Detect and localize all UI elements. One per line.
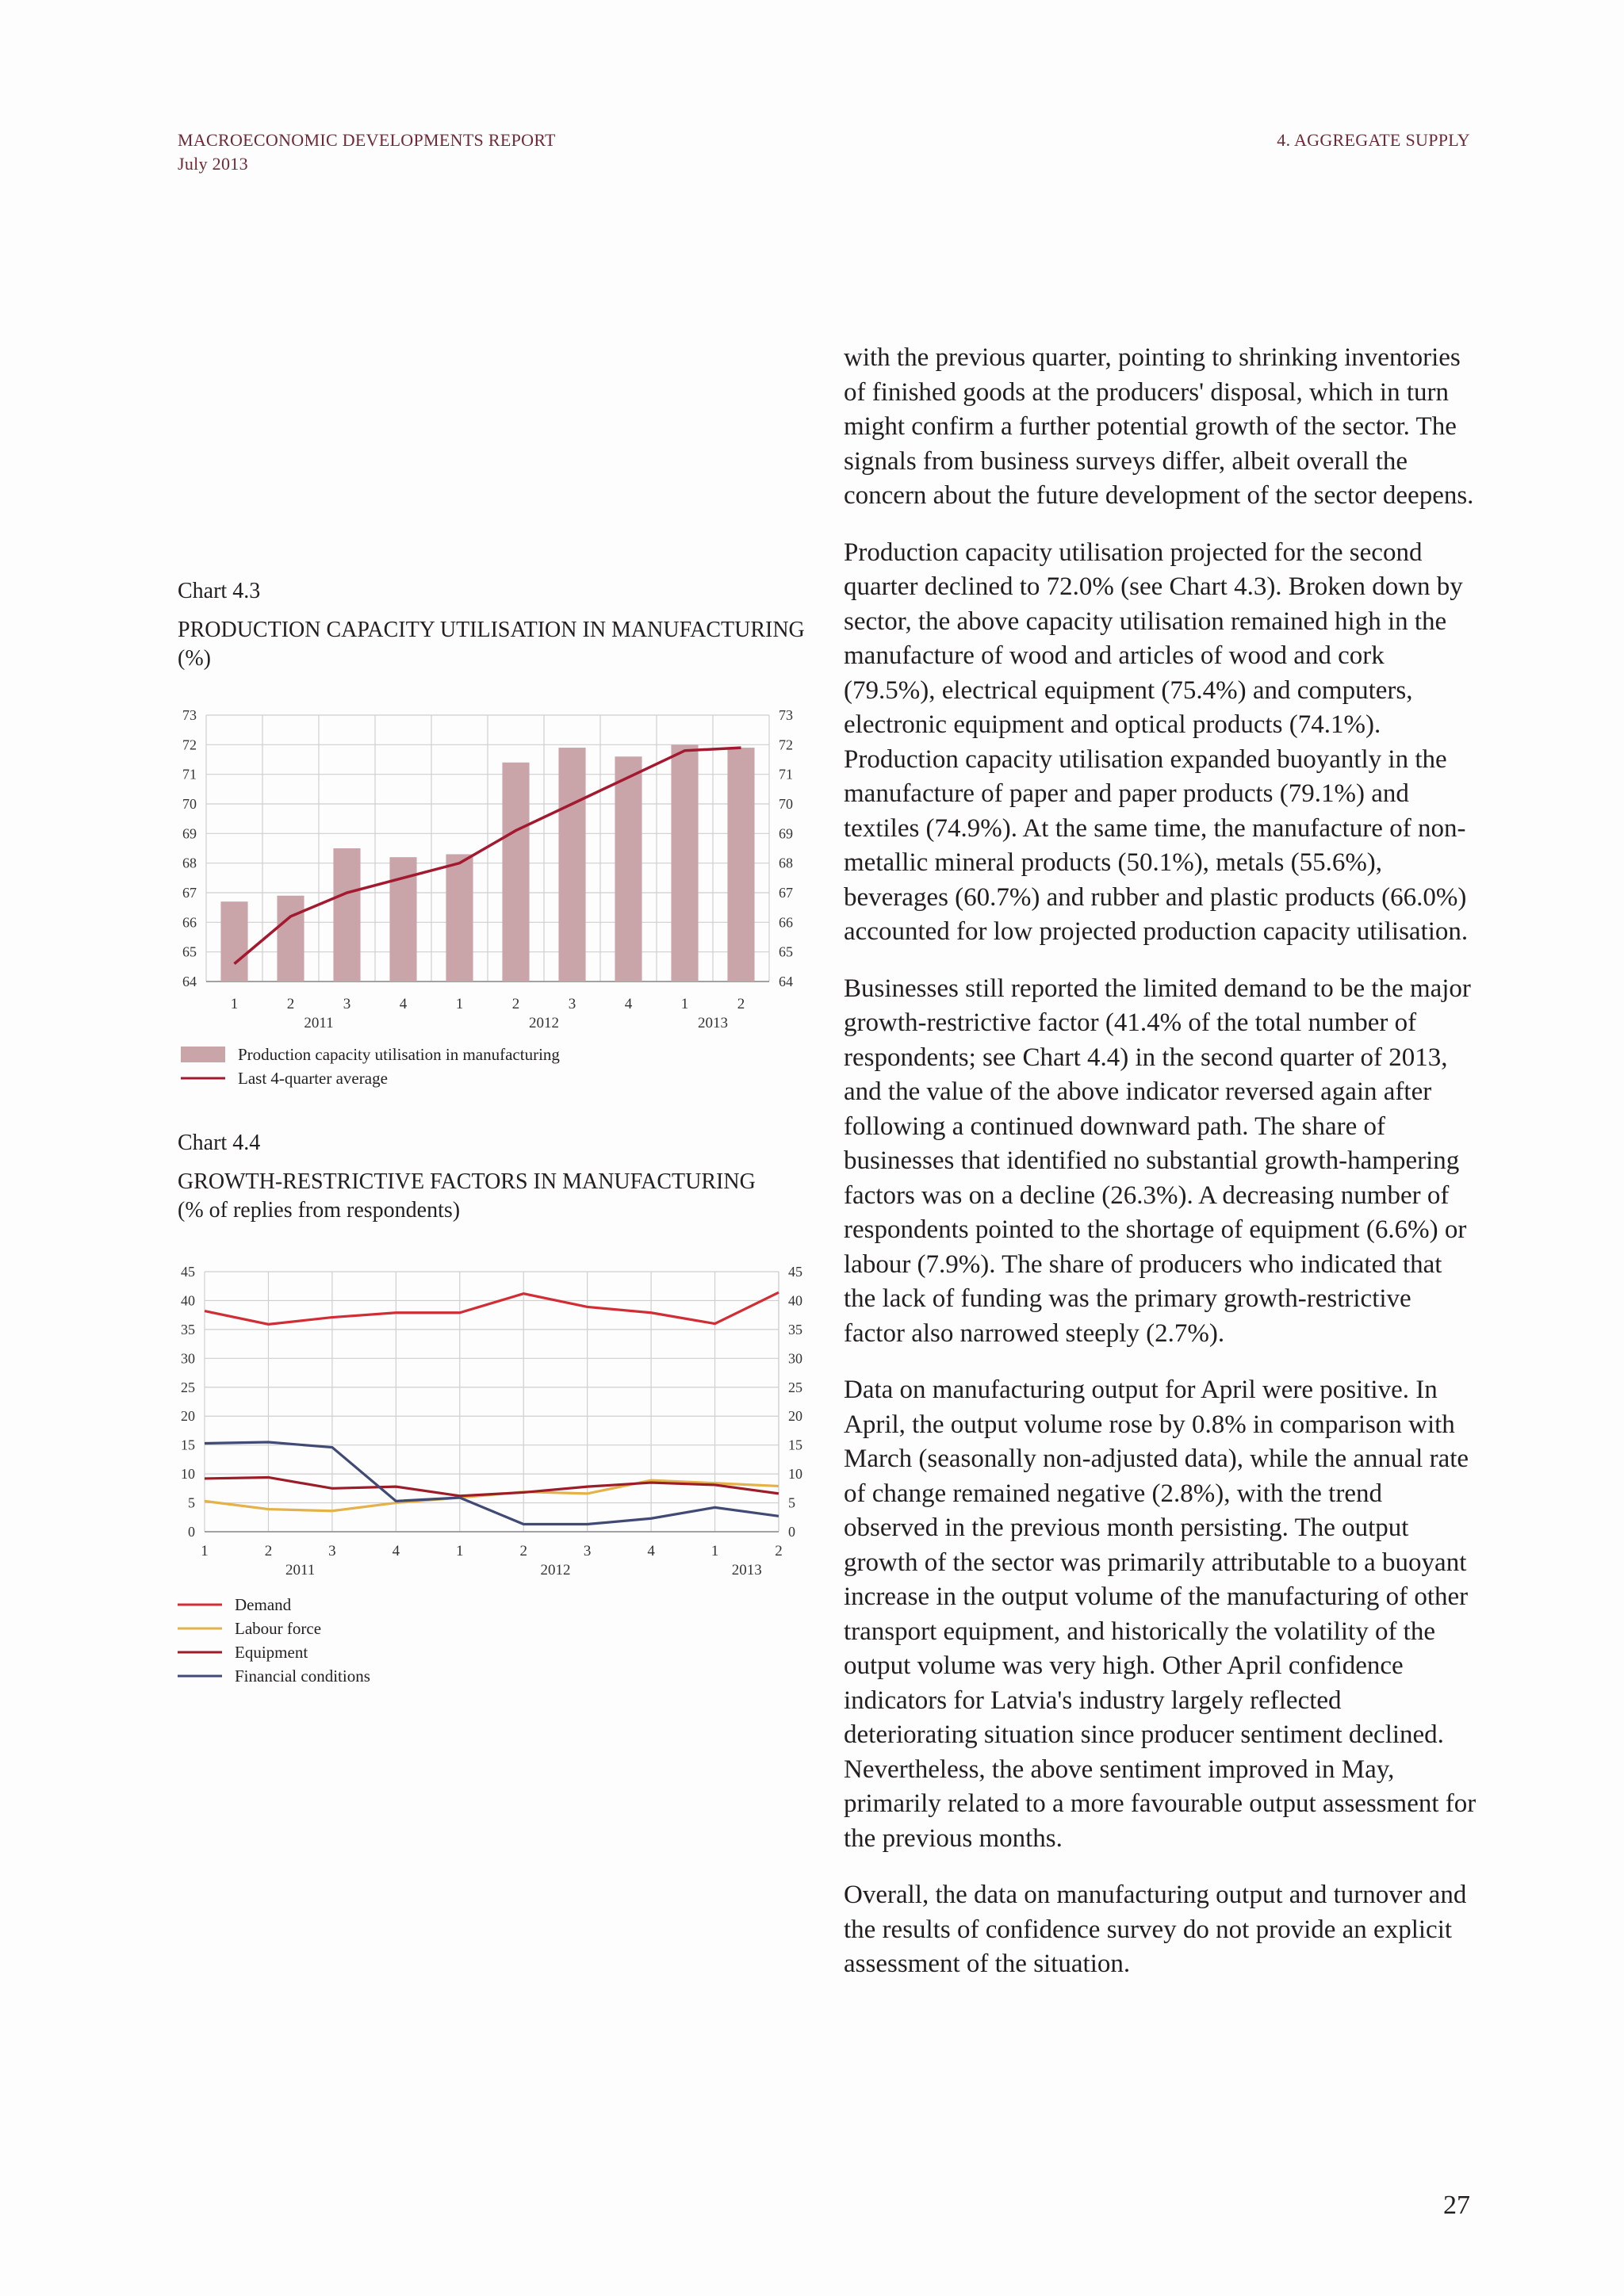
y-tick-label-right: 25 — [788, 1379, 802, 1395]
y-tick-label-right: 40 — [788, 1292, 802, 1309]
y-tick-label-right: 66 — [779, 914, 793, 931]
x-tick-label: 1 — [456, 1543, 464, 1559]
x-tick-label: 1 — [201, 1543, 209, 1559]
x-year-label: 2012 — [540, 1562, 571, 1578]
y-tick-label-left: 65 — [182, 943, 197, 960]
x-tick-label: 1 — [455, 996, 464, 1012]
chart-4-3-block — [178, 577, 812, 673]
chart-number: Chart 4.3 — [178, 579, 261, 603]
legend-label: Labour force — [235, 1619, 322, 1638]
bar — [502, 763, 529, 982]
chart-unit: (%) — [178, 646, 211, 671]
y-tick-label-right: 35 — [788, 1321, 802, 1337]
y-tick-label-right: 72 — [779, 737, 793, 753]
bar — [333, 848, 360, 982]
x-tick-label: 2 — [737, 996, 745, 1012]
x-year-label: 2011 — [304, 1015, 334, 1031]
bar — [727, 748, 754, 982]
y-tick-label-right: 68 — [779, 855, 793, 871]
bar — [558, 748, 585, 982]
y-tick-label-left: 20 — [181, 1408, 195, 1425]
legend-label: Financial conditions — [235, 1667, 370, 1682]
y-tick-label-left: 73 — [182, 707, 197, 723]
page-number: 27 — [1443, 2191, 1470, 2220]
y-tick-label-left: 15 — [181, 1437, 195, 1453]
y-tick-label-left: 69 — [182, 825, 197, 842]
x-tick-label: 2 — [286, 996, 295, 1012]
x-tick-label: 2 — [511, 996, 520, 1012]
y-tick-label-left: 64 — [182, 974, 197, 989]
paragraph: Overall, the data on manufacturing output and turnover and the results of confidence survey do not provide an explicit assessment of the situation. — [844, 1881, 1467, 1978]
x-year-label: 2011 — [285, 1562, 316, 1578]
y-tick-label-right: 15 — [788, 1437, 802, 1453]
chart-4-4 — [167, 1254, 825, 1682]
legend-label: Demand — [235, 1595, 292, 1614]
x-tick-label: 3 — [583, 1543, 592, 1559]
x-tick-label: 3 — [328, 1543, 336, 1559]
x-tick-label: 4 — [399, 996, 408, 1012]
legend-label: Production capacity utilisation in manufacturing — [238, 1045, 560, 1064]
y-tick-label-left: 70 — [182, 796, 197, 812]
header-left — [178, 128, 556, 176]
y-tick-label-left: 72 — [182, 737, 197, 753]
y-tick-label-right: 10 — [788, 1466, 802, 1483]
y-tick-label-left: 25 — [181, 1379, 195, 1395]
y-tick-label-left: 66 — [182, 914, 197, 931]
x-tick-label: 1 — [680, 996, 689, 1012]
y-tick-label-right: 45 — [788, 1264, 802, 1280]
x-tick-label: 3 — [568, 996, 576, 1012]
report-date: July 2013 — [178, 154, 248, 174]
y-tick-label-left: 30 — [181, 1350, 195, 1367]
x-tick-label: 4 — [392, 1543, 400, 1559]
x-year-label: 2012 — [529, 1015, 559, 1031]
y-tick-label-right: 65 — [779, 943, 793, 960]
x-tick-label: 2 — [519, 1543, 527, 1559]
section-title: 4. AGGREGATE SUPPLY — [1277, 130, 1470, 150]
x-tick-label: 2 — [264, 1543, 273, 1559]
paragraph: Data on manufacturing output for April were positive. In April, the output volume rose by 0.8% in comparison with March (seasonally non-adjusted data), while the annual rate of change remained negative (2.8%), with the trend observed in the previous month persisting. The output growth of the sector was primarily attributable to a buoyant increase in the output volume of the manufacturing of other transport equipment, and historically the volatility of the output volume was very high. Other April confidence indicators for Latvia's industry largely reflected deteriorating situation since producer sentiment declined. Nevertheless, the above sentiment improved in May, primarily related to a more favourable output assessment for the previous months. — [844, 1376, 1477, 1853]
y-tick-label-right: 20 — [788, 1408, 802, 1425]
chart-title: PRODUCTION CAPACITY UTILISATION IN MANUFACTURING — [178, 618, 805, 642]
x-tick-label: 2 — [775, 1543, 783, 1559]
paragraph: with the previous quarter, pointing to shrinking inventories of finished goods at the producers' disposal, which in turn might confirm a further potential growth of the sector. The signals from business surveys differ, albeit overall the concern about the future development of the sector deepens. — [844, 343, 1474, 510]
y-tick-label-right: 73 — [779, 707, 793, 723]
y-tick-label-left: 45 — [181, 1264, 195, 1280]
x-tick-label: 1 — [710, 1543, 719, 1559]
y-tick-label-right: 0 — [788, 1524, 795, 1540]
legend-label: Equipment — [235, 1643, 308, 1662]
series-line-demand — [205, 1292, 779, 1324]
x-tick-label: 4 — [624, 996, 633, 1012]
y-tick-label-left: 10 — [181, 1466, 195, 1483]
legend-label: Last 4-quarter average — [238, 1069, 388, 1088]
report-title: MACROECONOMIC DEVELOPMENTS REPORT — [178, 130, 556, 150]
y-tick-label-left: 5 — [188, 1494, 195, 1511]
chart-4-4-block — [178, 1129, 812, 1225]
y-tick-label-left: 68 — [182, 855, 197, 871]
bar — [446, 854, 473, 982]
bar — [277, 896, 304, 982]
series-line-equipment — [205, 1477, 779, 1495]
bar — [615, 756, 642, 982]
bar — [220, 901, 247, 982]
x-tick-label: 3 — [343, 996, 351, 1012]
y-tick-label-right: 5 — [788, 1494, 795, 1511]
body-text — [844, 341, 1478, 2004]
x-tick-label: 4 — [647, 1543, 655, 1559]
x-year-label: 2013 — [698, 1015, 728, 1031]
x-year-label: 2013 — [731, 1562, 762, 1578]
y-tick-label-right: 69 — [779, 825, 793, 842]
legend-swatch-bar — [181, 1047, 225, 1062]
y-tick-label-right: 30 — [788, 1350, 802, 1367]
chart-4-3 — [167, 698, 825, 1094]
y-tick-label-left: 67 — [182, 885, 197, 901]
x-tick-label: 1 — [230, 996, 239, 1012]
y-tick-label-right: 71 — [779, 766, 793, 783]
y-tick-label-left: 0 — [188, 1524, 195, 1540]
y-tick-label-left: 40 — [181, 1292, 195, 1309]
chart-unit: (% of replies from respondents) — [178, 1198, 461, 1223]
chart-number: Chart 4.4 — [178, 1131, 261, 1155]
y-tick-label-left: 35 — [181, 1321, 195, 1337]
paragraph: Production capacity utilisation projected for the second quarter declined to 72.0% (see Chart 4.3). Broken down by sector, the above capacity utilisation remained high in the manufacture of wood and articles of wood and cork (79.5%), electrical equipment (75.4%) and computers, electronic equipment and optical products (74.1%). Production capacity utilisation expanded buoyantly in the manufacture of paper and paper products (79.1%) and textiles (74.9%). At the same time, the manufacture of non-metallic mineral products (50.1%), metals (55.6%), beverages (60.7%) and rubber and plastic products (66.0%) accounted for low projected production capacity utilisation. — [844, 538, 1469, 946]
y-tick-label-right: 64 — [779, 974, 793, 989]
y-tick-label-right: 67 — [779, 885, 793, 901]
paragraph: Businesses still reported the limited demand to be the major growth-restrictive factor (41.4% of the total number of respondents; see Chart 4.4) in the second quarter of 2013, and the value of the above indicator reversed again after following a continued downward path. The share of businesses that identified no substantial growth-hampering factors was on a decline (26.3%). A decreasing number of respondents pointed to the shortage of equipment (6.6%) or labour (7.9%). The share of producers who indicated that the lack of funding was the primary growth-restrictive factor also narrowed steeply (2.7%). — [844, 974, 1471, 1348]
bar — [671, 744, 698, 982]
y-tick-label-right: 70 — [779, 796, 793, 812]
chart-title: GROWTH-RESTRICTIVE FACTORS IN MANUFACTURING — [178, 1169, 756, 1194]
y-tick-label-left: 71 — [182, 766, 197, 783]
